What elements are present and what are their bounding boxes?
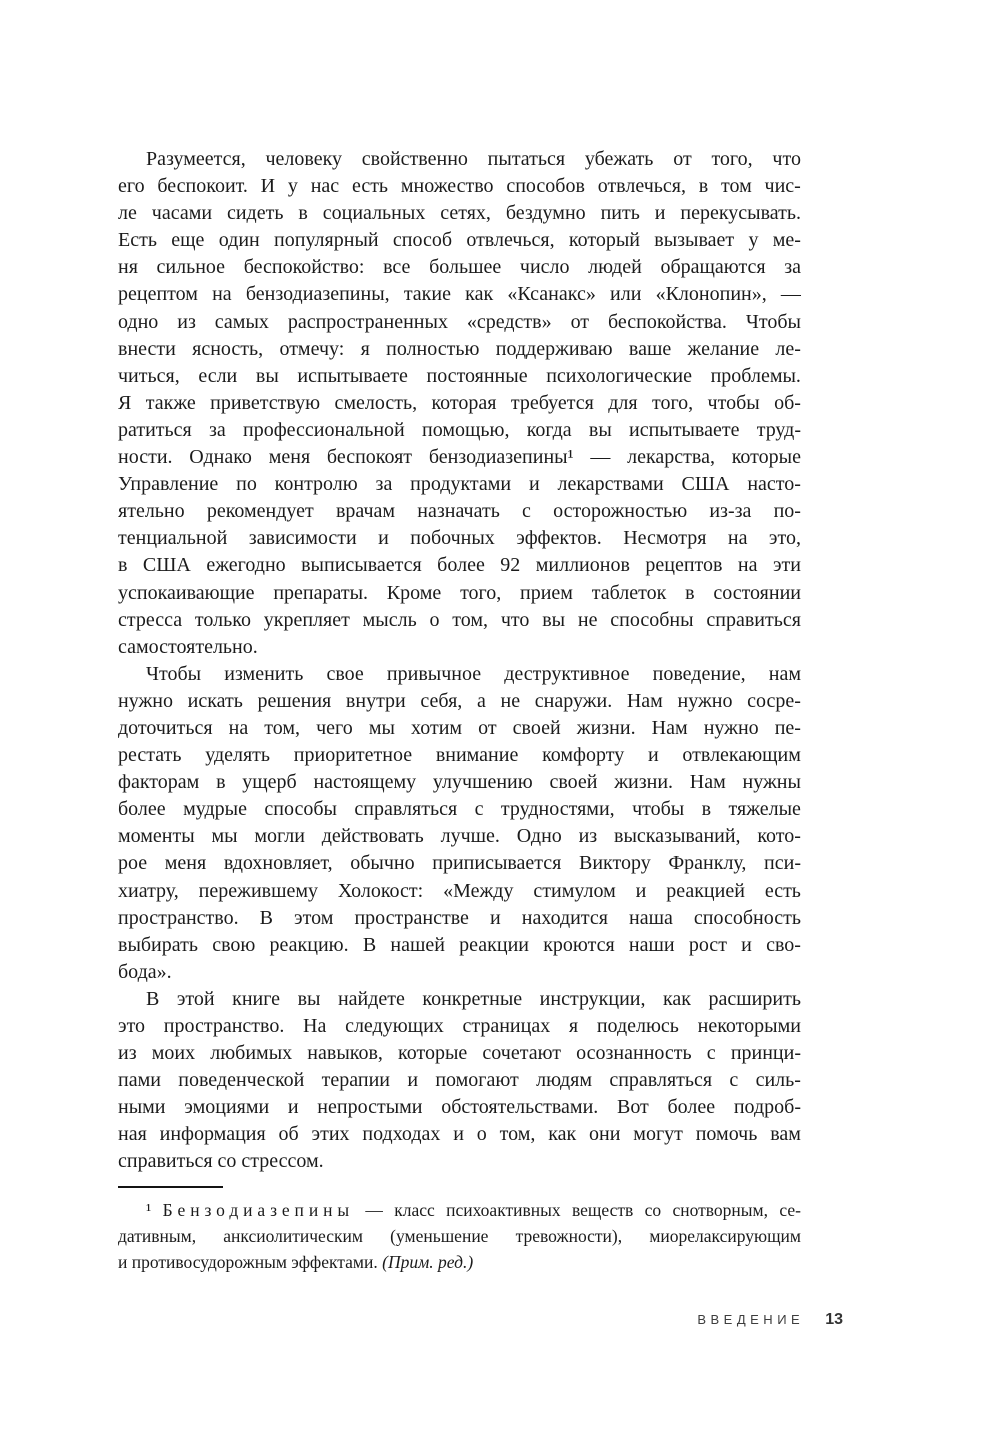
text-line: ня сильное беспокойство: все большее число людей обращаются за <box>118 256 801 279</box>
text-line: стресса только укрепляет мысль о том, что вы не способны справиться <box>118 608 801 631</box>
text-line: доточиться на том, чего мы хотим от своей жизни. Нам нужно пе- <box>118 716 801 739</box>
body-text <box>118 146 801 1176</box>
text-line: Я также приветствую смелость, которая требуется для того, чтобы об- <box>118 391 801 414</box>
text-line: тенциальной зависимости и побочных эффектов. Несмотря на это, <box>118 527 801 550</box>
text-line: и противосудорожным эффектами. (Прим. ред.) <box>118 1252 474 1272</box>
text-line: Есть еще один популярный способ отвлечься, который вызывает у ме- <box>118 229 801 252</box>
text-line: ными эмоциями и непростыми обстоятельствами. Вот более подроб- <box>118 1096 801 1119</box>
text-line: одно из самых распространенных «средств» от беспокойства. Чтобы <box>118 310 801 333</box>
text-line: ратиться за профессиональной помощью, когда вы испытываете труд- <box>118 418 801 441</box>
text-line: рестать уделять приоритетное внимание комфорту и отвлекающим <box>118 744 801 767</box>
text-line: читься, если вы испытываете постоянные психологические проблемы. <box>118 364 801 387</box>
text-line: это пространство. На следующих страницах я поделюсь некоторыми <box>118 1015 801 1037</box>
text-line: ности. Однако меня беспокоят бензодиазепины¹ — лекарства, которые <box>118 446 801 469</box>
paragraph <box>118 146 801 661</box>
text-line: в США ежегодно выписывается более 92 миллионов рецептов на эти <box>118 554 801 577</box>
text-line: ле часами сидеть в социальных сетях, бездумно пить и перекусывать. <box>118 202 801 225</box>
text-line: Чтобы изменить свое привычное деструктивное поведение, нам <box>146 662 801 685</box>
text-line: более мудрые способы справляться с трудностями, чтобы в тяжелые <box>118 798 801 821</box>
footer-section-label: ВВЕДЕНИЕ <box>697 1312 805 1327</box>
page-footer <box>697 1311 843 1329</box>
text-line: Управление по контролю за продуктами и лекарствами США насто- <box>118 473 801 496</box>
text-line: хиатру, пережившему Холокост: «Между стимулом и реакцией есть <box>118 879 801 902</box>
text-line: пространство. В этом пространстве и находится наша способность <box>118 906 801 929</box>
text-line: ¹ Бензодиазепины — класс психоактивных веществ со снотворным, се- <box>146 1200 801 1220</box>
text-line: В этой книге вы найдете конкретные инструкции, как расширить <box>146 987 801 1010</box>
footnote <box>118 1197 801 1275</box>
text-line: бода». <box>118 960 172 983</box>
text-line: выбирать свою реакцию. В нашей реакции кроются наши рост и сво- <box>118 933 801 956</box>
text-line: Разумеется, человеку свойственно пытаться убежать от того, что <box>146 148 801 170</box>
text-line: ятельно рекомендует врачам назначать с осторожностью из-за по- <box>118 500 801 523</box>
text-line: справиться со стрессом. <box>118 1150 324 1173</box>
paragraph <box>118 986 801 1176</box>
text-line: из моих любимых навыков, которые сочетают осознанность с принци- <box>118 1042 801 1065</box>
text-line: моменты мы могли действовать лучше. Одно из высказываний, кото- <box>118 825 801 848</box>
footer-page-number: 13 <box>825 1311 843 1328</box>
text-line: пами поведенческой терапии и помогают людям справляться с силь- <box>118 1069 801 1092</box>
paragraph <box>118 661 801 986</box>
text-line: успокаивающие препараты. Кроме того, прием таблеток в состоянии <box>118 581 801 604</box>
text-line: дативным, анксиолитическим (уменьшение тревожности), миорелаксирующим <box>118 1226 801 1246</box>
text-line: рецептом на бензодиазепины, такие как «Ксанакс» или «Клонопин», — <box>118 283 801 306</box>
text-line: самостоятельно. <box>118 635 258 658</box>
text-line: нужно искать решения внутри себя, а не снаружи. Нам нужно сосре- <box>118 689 801 712</box>
text-line: ная информация об этих подходах и о том, как они могут помочь вам <box>118 1123 801 1146</box>
footnote-rule <box>118 1186 223 1188</box>
text-line: его беспокоит. И у нас есть множество способов отвлечься, в том чис- <box>118 175 801 198</box>
text-line: внести ясность, отмечу: я полностью поддерживаю ваше желание ле- <box>118 337 801 360</box>
text-line: рое меня вдохновляет, обычно приписывается Виктору Франклу, пси- <box>118 852 801 875</box>
text-line: факторам в ущерб настоящему улучшению своей жизни. Нам нужны <box>118 771 801 794</box>
